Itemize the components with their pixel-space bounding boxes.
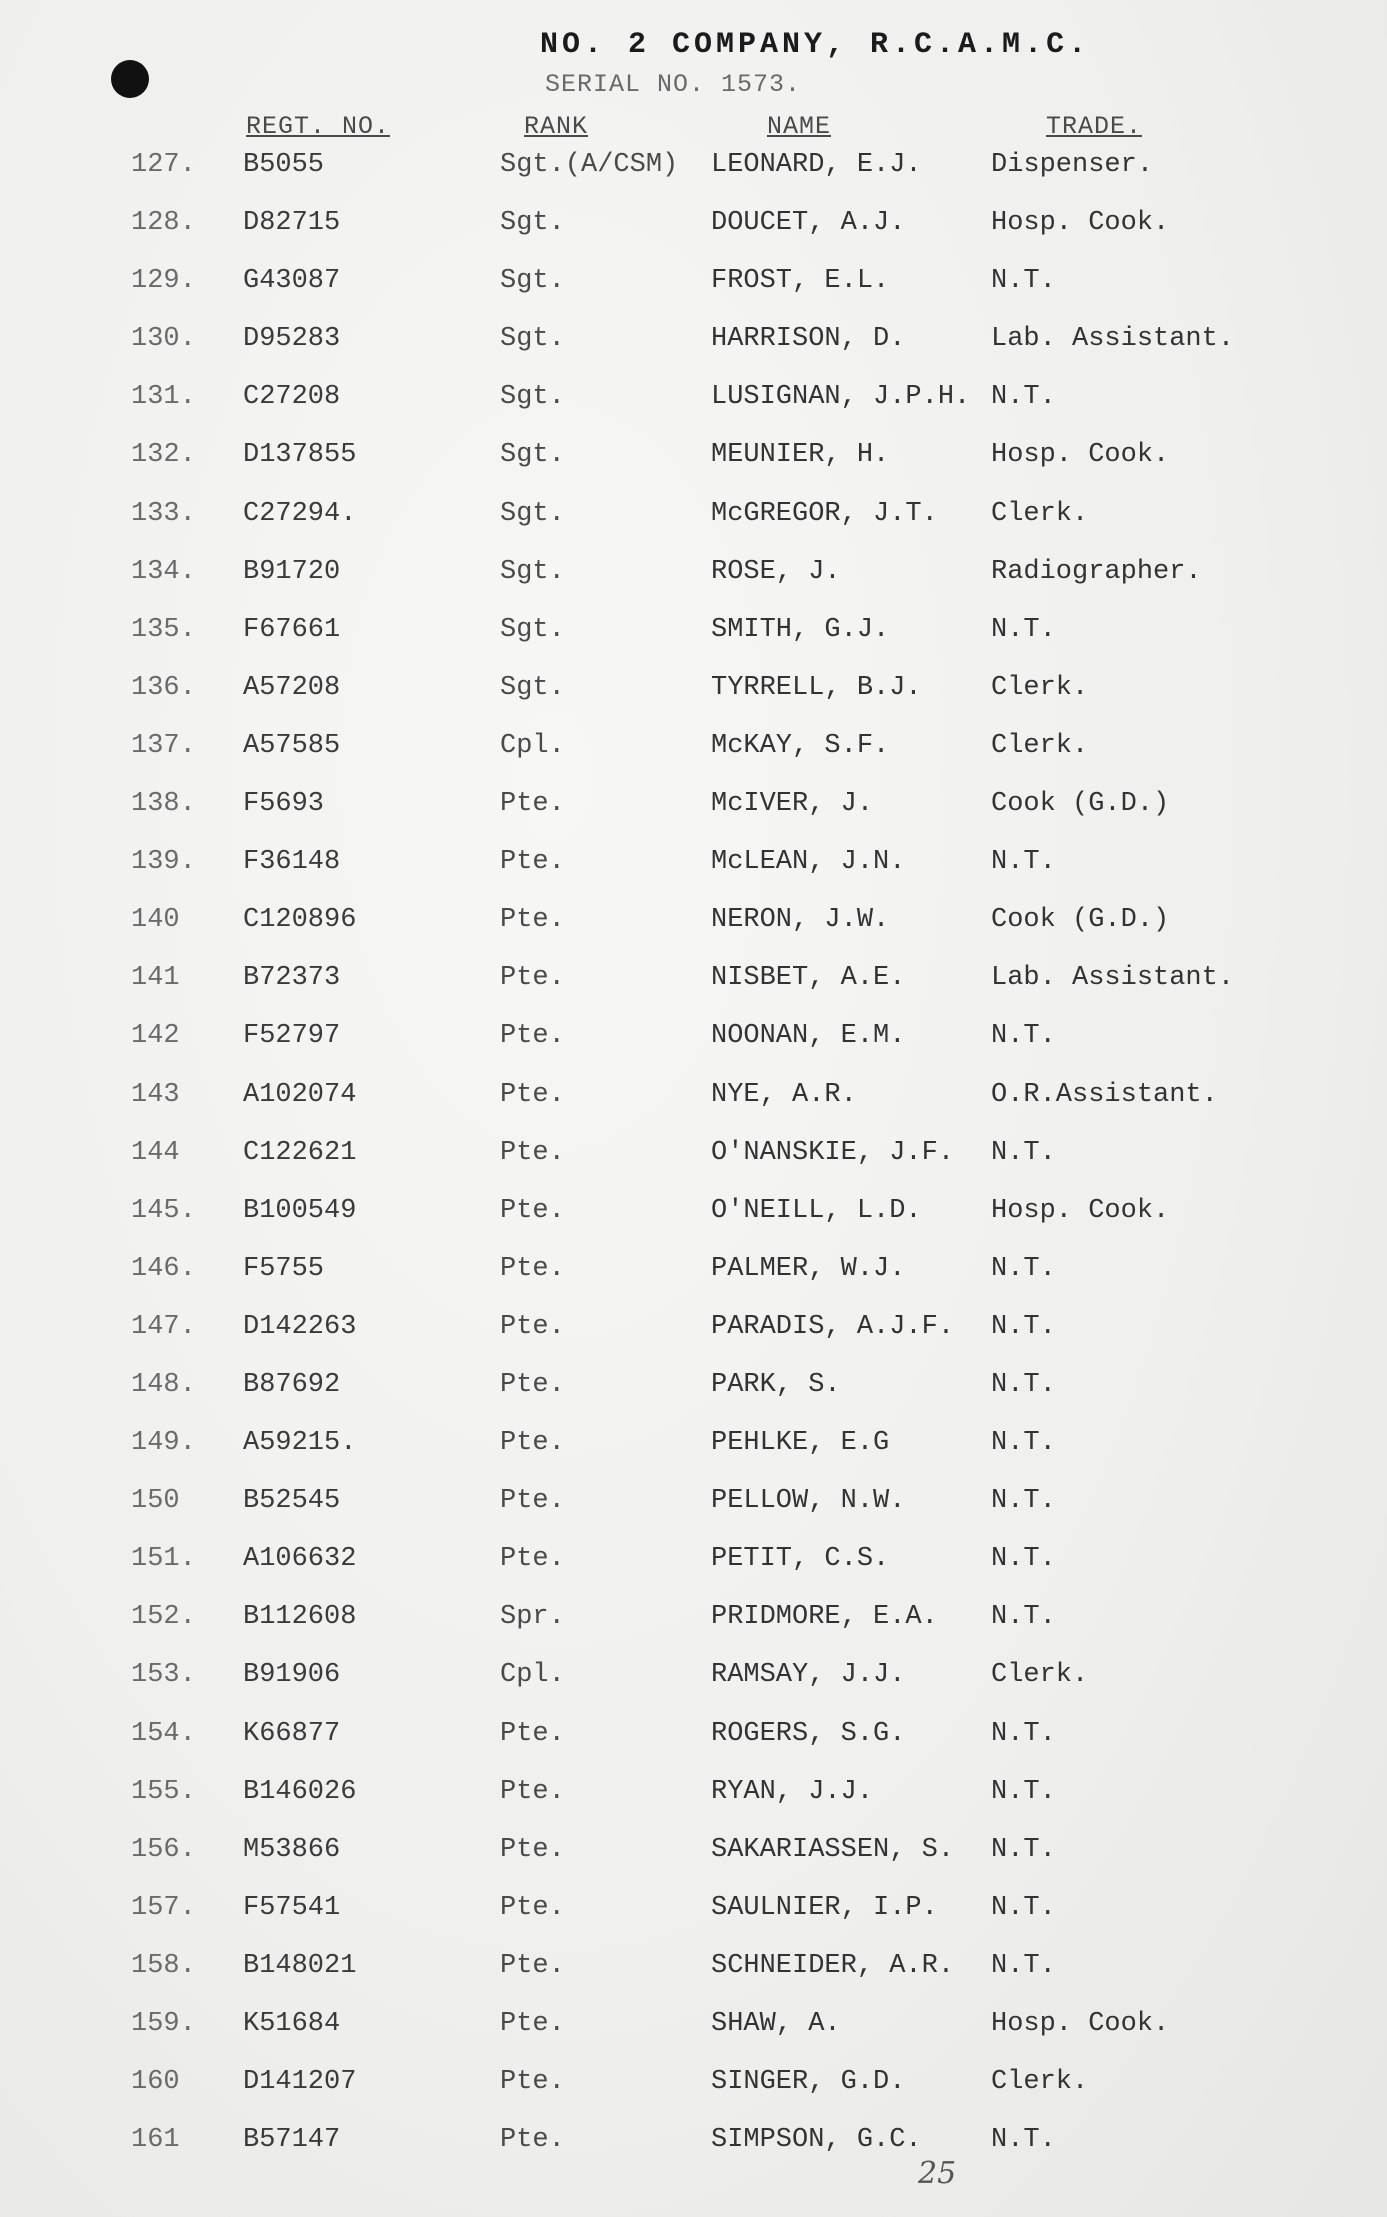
handwritten-page-number: 25 [918, 2156, 957, 2191]
table-row [0, 843, 1387, 901]
trade: Hosp. Cook. [991, 440, 1170, 471]
row-number: 133. [131, 498, 196, 529]
table-row [0, 1598, 1387, 1656]
column-header-regt-no: REGT. NO. [246, 112, 391, 141]
rank: Pte. [500, 1311, 565, 1342]
row-number: 147. [131, 1311, 196, 1342]
table-row [0, 1424, 1387, 1482]
regt-number: B112608 [243, 1602, 357, 1633]
rank: Sgt. [500, 266, 565, 297]
table-row [0, 611, 1387, 669]
table-row [0, 1889, 1387, 1947]
rank: Pte. [500, 905, 565, 936]
row-number: 148. [131, 1369, 196, 1400]
regt-number: F36148 [243, 847, 341, 878]
trade: Cook (G.D.) [991, 905, 1170, 936]
table-row [0, 1017, 1387, 1075]
serial-number: SERIAL NO. 1573. [545, 70, 802, 99]
table-row [0, 1482, 1387, 1540]
trade: N.T. [991, 847, 1056, 878]
person-name: TYRRELL, B.J. [711, 672, 922, 703]
regt-number: D95283 [243, 324, 341, 355]
trade: Clerk. [991, 498, 1089, 529]
rank: Sgt. [500, 614, 565, 645]
person-name: SAKARIASSEN, S. [711, 1834, 955, 1865]
row-number: 155. [131, 1776, 196, 1807]
rank: Pte. [500, 1544, 565, 1575]
row-number: 141 [131, 963, 180, 994]
rank: Pte. [500, 1369, 565, 1400]
row-number: 153. [131, 1660, 196, 1691]
rank: Sgt.(A/CSM) [500, 150, 679, 180]
person-name: NYE, A.R. [711, 1079, 857, 1110]
row-number: 159. [131, 2009, 196, 2039]
table-row [0, 2063, 1387, 2121]
rank: Pte. [500, 2067, 565, 2098]
table-row [0, 1656, 1387, 1714]
table-row [0, 1076, 1387, 1134]
trade: Clerk. [991, 1660, 1089, 1691]
regt-number: K51684 [243, 2009, 341, 2039]
row-number: 158. [131, 1950, 196, 1981]
row-number: 150 [131, 1486, 180, 1517]
person-name: RYAN, J.J. [711, 1776, 874, 1807]
table-row [0, 262, 1387, 320]
row-number: 145. [131, 1195, 196, 1226]
table-row [0, 1250, 1387, 1308]
person-name: PRIDMORE, E.A. [711, 1602, 938, 1633]
person-name: SMITH, G.J. [711, 614, 890, 645]
regt-number: A102074 [243, 1079, 357, 1110]
rank: Spr. [500, 1602, 565, 1633]
rank: Sgt. [500, 498, 565, 529]
person-name: PALMER, W.J. [711, 1253, 906, 1284]
regt-number: B148021 [243, 1950, 357, 1981]
table-row [0, 1366, 1387, 1424]
table-row [0, 378, 1387, 436]
regt-number: B100549 [243, 1195, 357, 1226]
person-name: SAULNIER, I.P. [711, 1892, 938, 1923]
table-row [0, 785, 1387, 843]
trade: Clerk. [991, 730, 1089, 761]
row-number: 144 [131, 1137, 180, 1168]
regt-number: A106632 [243, 1544, 357, 1575]
table-row [0, 1715, 1387, 1773]
trade: N.T. [991, 1369, 1056, 1400]
regt-number: A57208 [243, 672, 341, 703]
person-name: LUSIGNAN, J.P.H. [711, 382, 971, 413]
trade: N.T. [991, 1834, 1056, 1865]
document-title: NO. 2 COMPANY, R.C.A.M.C. [540, 28, 1091, 62]
row-number: 140 [131, 905, 180, 936]
regt-number: C27208 [243, 382, 341, 413]
trade: N.T. [991, 1718, 1056, 1749]
trade: Hosp. Cook. [991, 2009, 1170, 2039]
person-name: LEONARD, E.J. [711, 150, 922, 180]
rank: Pte. [500, 1428, 565, 1459]
table-row [0, 669, 1387, 727]
trade: Radiographer. [991, 556, 1202, 587]
column-header-trade: TRADE. [1046, 112, 1143, 141]
trade: N.T. [991, 2125, 1056, 2156]
trade: Lab. Assistant. [991, 324, 1235, 355]
person-name: PELLOW, N.W. [711, 1486, 906, 1517]
table-row [0, 1947, 1387, 2005]
table-row [0, 553, 1387, 611]
column-header-name: NAME [767, 112, 832, 141]
person-name: McKAY, S.F. [711, 730, 890, 761]
row-number: 142 [131, 1021, 180, 1052]
trade: Clerk. [991, 672, 1089, 703]
row-number: 139. [131, 847, 196, 878]
trade: Hosp. Cook. [991, 1195, 1170, 1226]
person-name: ROGERS, S.G. [711, 1718, 906, 1749]
rank: Pte. [500, 1195, 565, 1226]
rank: Pte. [500, 1079, 565, 1110]
trade: N.T. [991, 1253, 1056, 1284]
rank: Pte. [500, 789, 565, 820]
rank: Sgt. [500, 556, 565, 587]
trade: O.R.Assistant. [991, 1079, 1218, 1110]
rank: Pte. [500, 1486, 565, 1517]
person-name: McIVER, J. [711, 789, 874, 820]
person-name: DOUCET, A.J. [711, 208, 906, 239]
row-number: 127. [131, 150, 196, 180]
person-name: PARADIS, A.J.F. [711, 1311, 955, 1342]
row-number: 160 [131, 2067, 180, 2098]
table-row [0, 204, 1387, 262]
regt-number: C122621 [243, 1137, 357, 1168]
rank: Pte. [500, 1718, 565, 1749]
rank: Sgt. [500, 672, 565, 703]
row-number: 154. [131, 1718, 196, 1749]
table-row [0, 1540, 1387, 1598]
trade: N.T. [991, 1137, 1056, 1168]
trade: Cook (G.D.) [991, 789, 1170, 820]
rank: Pte. [500, 1021, 565, 1052]
regt-number: C120896 [243, 905, 357, 936]
person-name: NERON, J.W. [711, 905, 890, 936]
regt-number: D141207 [243, 2067, 357, 2098]
person-name: MEUNIER, H. [711, 440, 890, 471]
row-number: 157. [131, 1892, 196, 1923]
rank: Pte. [500, 1892, 565, 1923]
row-number: 146. [131, 1253, 196, 1284]
person-name: PARK, S. [711, 1369, 841, 1400]
trade: N.T. [991, 266, 1056, 297]
row-number: 130. [131, 324, 196, 355]
row-number: 136. [131, 672, 196, 703]
regt-number: F5693 [243, 789, 325, 820]
regt-number: F67661 [243, 614, 341, 645]
row-number: 143 [131, 1079, 180, 1110]
row-number: 149. [131, 1428, 196, 1459]
regt-number: C27294. [243, 498, 357, 529]
regt-number: B5055 [243, 150, 325, 180]
table-row [0, 1831, 1387, 1889]
regt-number: B146026 [243, 1776, 357, 1807]
person-name: RAMSAY, J.J. [711, 1660, 906, 1691]
row-number: 138. [131, 789, 196, 820]
rank: Pte. [500, 1776, 565, 1807]
table-row [0, 959, 1387, 1017]
roster-list [0, 146, 1387, 2179]
person-name: McGREGOR, J.T. [711, 498, 938, 529]
trade: Clerk. [991, 2067, 1089, 2098]
rank: Sgt. [500, 382, 565, 413]
table-row [0, 1773, 1387, 1831]
row-number: 156. [131, 1834, 196, 1865]
person-name: PETIT, C.S. [711, 1544, 890, 1575]
person-name: SINGER, G.D. [711, 2067, 906, 2098]
table-row [0, 727, 1387, 785]
rank: Pte. [500, 2009, 565, 2039]
rank: Sgt. [500, 440, 565, 471]
trade: N.T. [991, 1892, 1056, 1923]
table-row [0, 2121, 1387, 2179]
row-number: 137. [131, 730, 196, 761]
trade: N.T. [991, 1428, 1056, 1459]
table-row [0, 1134, 1387, 1192]
table-row [0, 495, 1387, 553]
table-row [0, 1308, 1387, 1366]
rank: Pte. [500, 1137, 565, 1168]
regt-number: D137855 [243, 440, 357, 471]
regt-number: K66877 [243, 1718, 341, 1749]
rank: Sgt. [500, 324, 565, 355]
trade: N.T. [991, 1486, 1056, 1517]
regt-number: B72373 [243, 963, 341, 994]
rank: Pte. [500, 1950, 565, 1981]
row-number: 134. [131, 556, 196, 587]
column-header-rank: RANK [524, 112, 589, 141]
rank: Cpl. [500, 1660, 565, 1691]
person-name: ROSE, J. [711, 556, 841, 587]
trade: N.T. [991, 1021, 1056, 1052]
person-name: SCHNEIDER, A.R. [711, 1950, 955, 1981]
person-name: SHAW, A. [711, 2009, 841, 2039]
punch-hole [111, 60, 149, 98]
regt-number: B52545 [243, 1486, 341, 1517]
person-name: SIMPSON, G.C. [711, 2125, 922, 2156]
trade: N.T. [991, 1602, 1056, 1633]
row-number: 161 [131, 2125, 180, 2156]
regt-number: F5755 [243, 1253, 325, 1284]
regt-number: D82715 [243, 208, 341, 239]
person-name: PEHLKE, E.G [711, 1428, 890, 1459]
regt-number: B87692 [243, 1369, 341, 1400]
rank: Cpl. [500, 730, 565, 761]
regt-number: G43087 [243, 266, 341, 297]
person-name: O'NEILL, L.D. [711, 1195, 922, 1226]
regt-number: B57147 [243, 2125, 341, 2156]
row-number: 135. [131, 614, 196, 645]
regt-number: F57541 [243, 1892, 341, 1923]
person-name: FROST, E.L. [711, 266, 890, 297]
row-number: 131. [131, 382, 196, 413]
rank: Pte. [500, 847, 565, 878]
regt-number: F52797 [243, 1021, 341, 1052]
trade: N.T. [991, 1776, 1056, 1807]
person-name: HARRISON, D. [711, 324, 906, 355]
regt-number: B91720 [243, 556, 341, 587]
regt-number: A57585 [243, 730, 341, 761]
trade: Dispenser. [991, 150, 1154, 180]
regt-number: D142263 [243, 1311, 357, 1342]
person-name: NOONAN, E.M. [711, 1021, 906, 1052]
person-name: O'NANSKIE, J.F. [711, 1137, 955, 1168]
table-row [0, 320, 1387, 378]
regt-number: B91906 [243, 1660, 341, 1691]
trade: N.T. [991, 1311, 1056, 1342]
trade: Hosp. Cook. [991, 208, 1170, 239]
table-row [0, 901, 1387, 959]
rank: Pte. [500, 1834, 565, 1865]
rank: Pte. [500, 1253, 565, 1284]
row-number: 151. [131, 1544, 196, 1575]
trade: N.T. [991, 1950, 1056, 1981]
table-row [0, 146, 1387, 204]
row-number: 129. [131, 266, 196, 297]
row-number: 132. [131, 440, 196, 471]
rank: Pte. [500, 963, 565, 994]
trade: Lab. Assistant. [991, 963, 1235, 994]
regt-number: A59215. [243, 1428, 357, 1459]
table-row [0, 2005, 1387, 2063]
table-row [0, 1192, 1387, 1250]
row-number: 152. [131, 1602, 196, 1633]
trade: N.T. [991, 614, 1056, 645]
trade: N.T. [991, 1544, 1056, 1575]
table-row [0, 436, 1387, 494]
rank: Pte. [500, 2125, 565, 2156]
row-number: 128. [131, 208, 196, 239]
trade: N.T. [991, 382, 1056, 413]
rank: Sgt. [500, 208, 565, 239]
person-name: NISBET, A.E. [711, 963, 906, 994]
person-name: McLEAN, J.N. [711, 847, 906, 878]
regt-number: M53866 [243, 1834, 341, 1865]
